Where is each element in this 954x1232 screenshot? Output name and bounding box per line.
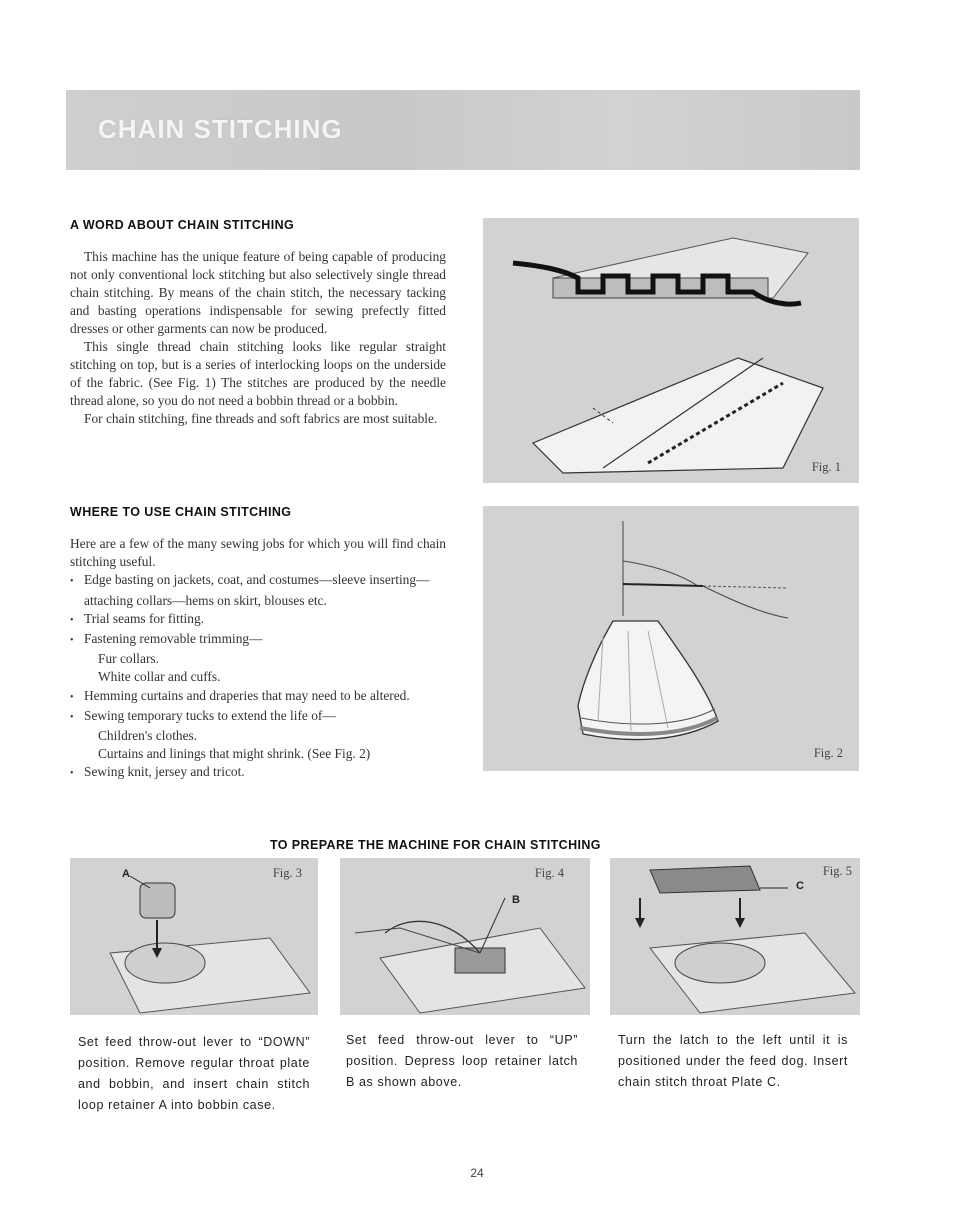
throat-plate-illustration bbox=[610, 858, 860, 1015]
list-item: • Trial seams for fitting. bbox=[70, 610, 446, 630]
caption-fig-3: Set feed throw-out lever to “DOWN” position. Remove regular throat plate and bobbin, and insert chain stitch loop retainer A into bobbin case. bbox=[78, 1035, 310, 1112]
fig-5-label: Fig. 5 bbox=[822, 864, 852, 878]
figure-4 bbox=[340, 858, 590, 1015]
figure-2 bbox=[483, 506, 859, 771]
chain-stitch-illustration bbox=[483, 218, 859, 483]
fig-4-label: Fig. 4 bbox=[534, 866, 564, 880]
caption-fig-4: Set feed throw-out lever to “UP” position. Depress loop retainer latch B as shown above. bbox=[346, 1033, 578, 1089]
uses-intro: Here are a few of the many sewing jobs for which you will find chain stitching useful. bbox=[70, 536, 446, 570]
loop-retainer-illustration bbox=[70, 858, 318, 1015]
fig-3-label: Fig. 3 bbox=[272, 866, 302, 880]
list-item: • Sewing knit, jersey and tricot. bbox=[70, 763, 446, 783]
figure-5 bbox=[610, 858, 860, 1015]
list-item: • Sewing temporary tucks to extend the life of— bbox=[70, 707, 446, 727]
list-item: • Edge basting on jackets, coat, and costumes—sleeve inserting—attaching collars—hems on skirt, blouses etc. bbox=[70, 571, 446, 609]
uses-list bbox=[70, 571, 446, 650]
sub-item: Fur collars. bbox=[98, 651, 159, 667]
uses-list-block bbox=[70, 535, 446, 784]
figure-3 bbox=[70, 858, 318, 1015]
uses-list-end bbox=[70, 763, 446, 783]
intro-paragraph-1: This machine has the unique feature of being capable of producing not only conventional lock stitching but also selectively single thread chain stitching. By means of the chain stitch, the necessary tacking and basting operations indispensable for sewing prefectly fitted dresses or other garments can now be produced. bbox=[70, 249, 446, 336]
intro-paragraph-2: This single thread chain stitching looks like regular straight stitching on top, but is a series of interlocking loops on the underside of the fabric. (See Fig. 1) The stitches are produced by the needle thread alone, so you do not need a bobbin thread or a bobbin. bbox=[70, 339, 446, 408]
page-number: 24 bbox=[470, 1166, 484, 1180]
sub-item: White collar and cuffs. bbox=[98, 669, 221, 685]
page-title: CHAIN STITCHING bbox=[98, 114, 343, 144]
fig-2-label: Fig. 2 bbox=[813, 746, 843, 760]
callout-a: A bbox=[122, 868, 130, 880]
uses-list-cont bbox=[70, 687, 446, 727]
intro-paragraph-3: For chain stitching, fine threads and soft fabrics are most suitable. bbox=[84, 411, 438, 426]
callout-b: B bbox=[512, 894, 520, 906]
heading-prepare-machine: TO PREPARE THE MACHINE FOR CHAIN STITCHING bbox=[270, 838, 601, 852]
intro-text bbox=[70, 248, 446, 428]
skirt-hem-illustration bbox=[483, 506, 859, 771]
heading-where-to-use: WHERE TO USE CHAIN STITCHING bbox=[70, 505, 292, 519]
heading-word-about: A WORD ABOUT CHAIN STITCHING bbox=[70, 218, 295, 232]
title-banner bbox=[66, 90, 860, 170]
caption-fig-5: Turn the latch to the left until it is positioned under the feed dog. Insert chain stitch throat Plate C. bbox=[618, 1033, 848, 1089]
sub-item: Curtains and linings that might shrink. (See Fig. 2) bbox=[98, 746, 371, 762]
fig-1-label: Fig. 1 bbox=[811, 460, 841, 474]
list-item: • Fastening removable trimming— bbox=[70, 630, 446, 650]
figure-1 bbox=[483, 218, 859, 483]
list-item: • Hemming curtains and draperies that may need to be altered. bbox=[70, 687, 446, 707]
latch-illustration bbox=[340, 858, 590, 1015]
sub-item: Children's clothes. bbox=[98, 728, 198, 744]
callout-c: C bbox=[796, 880, 804, 892]
